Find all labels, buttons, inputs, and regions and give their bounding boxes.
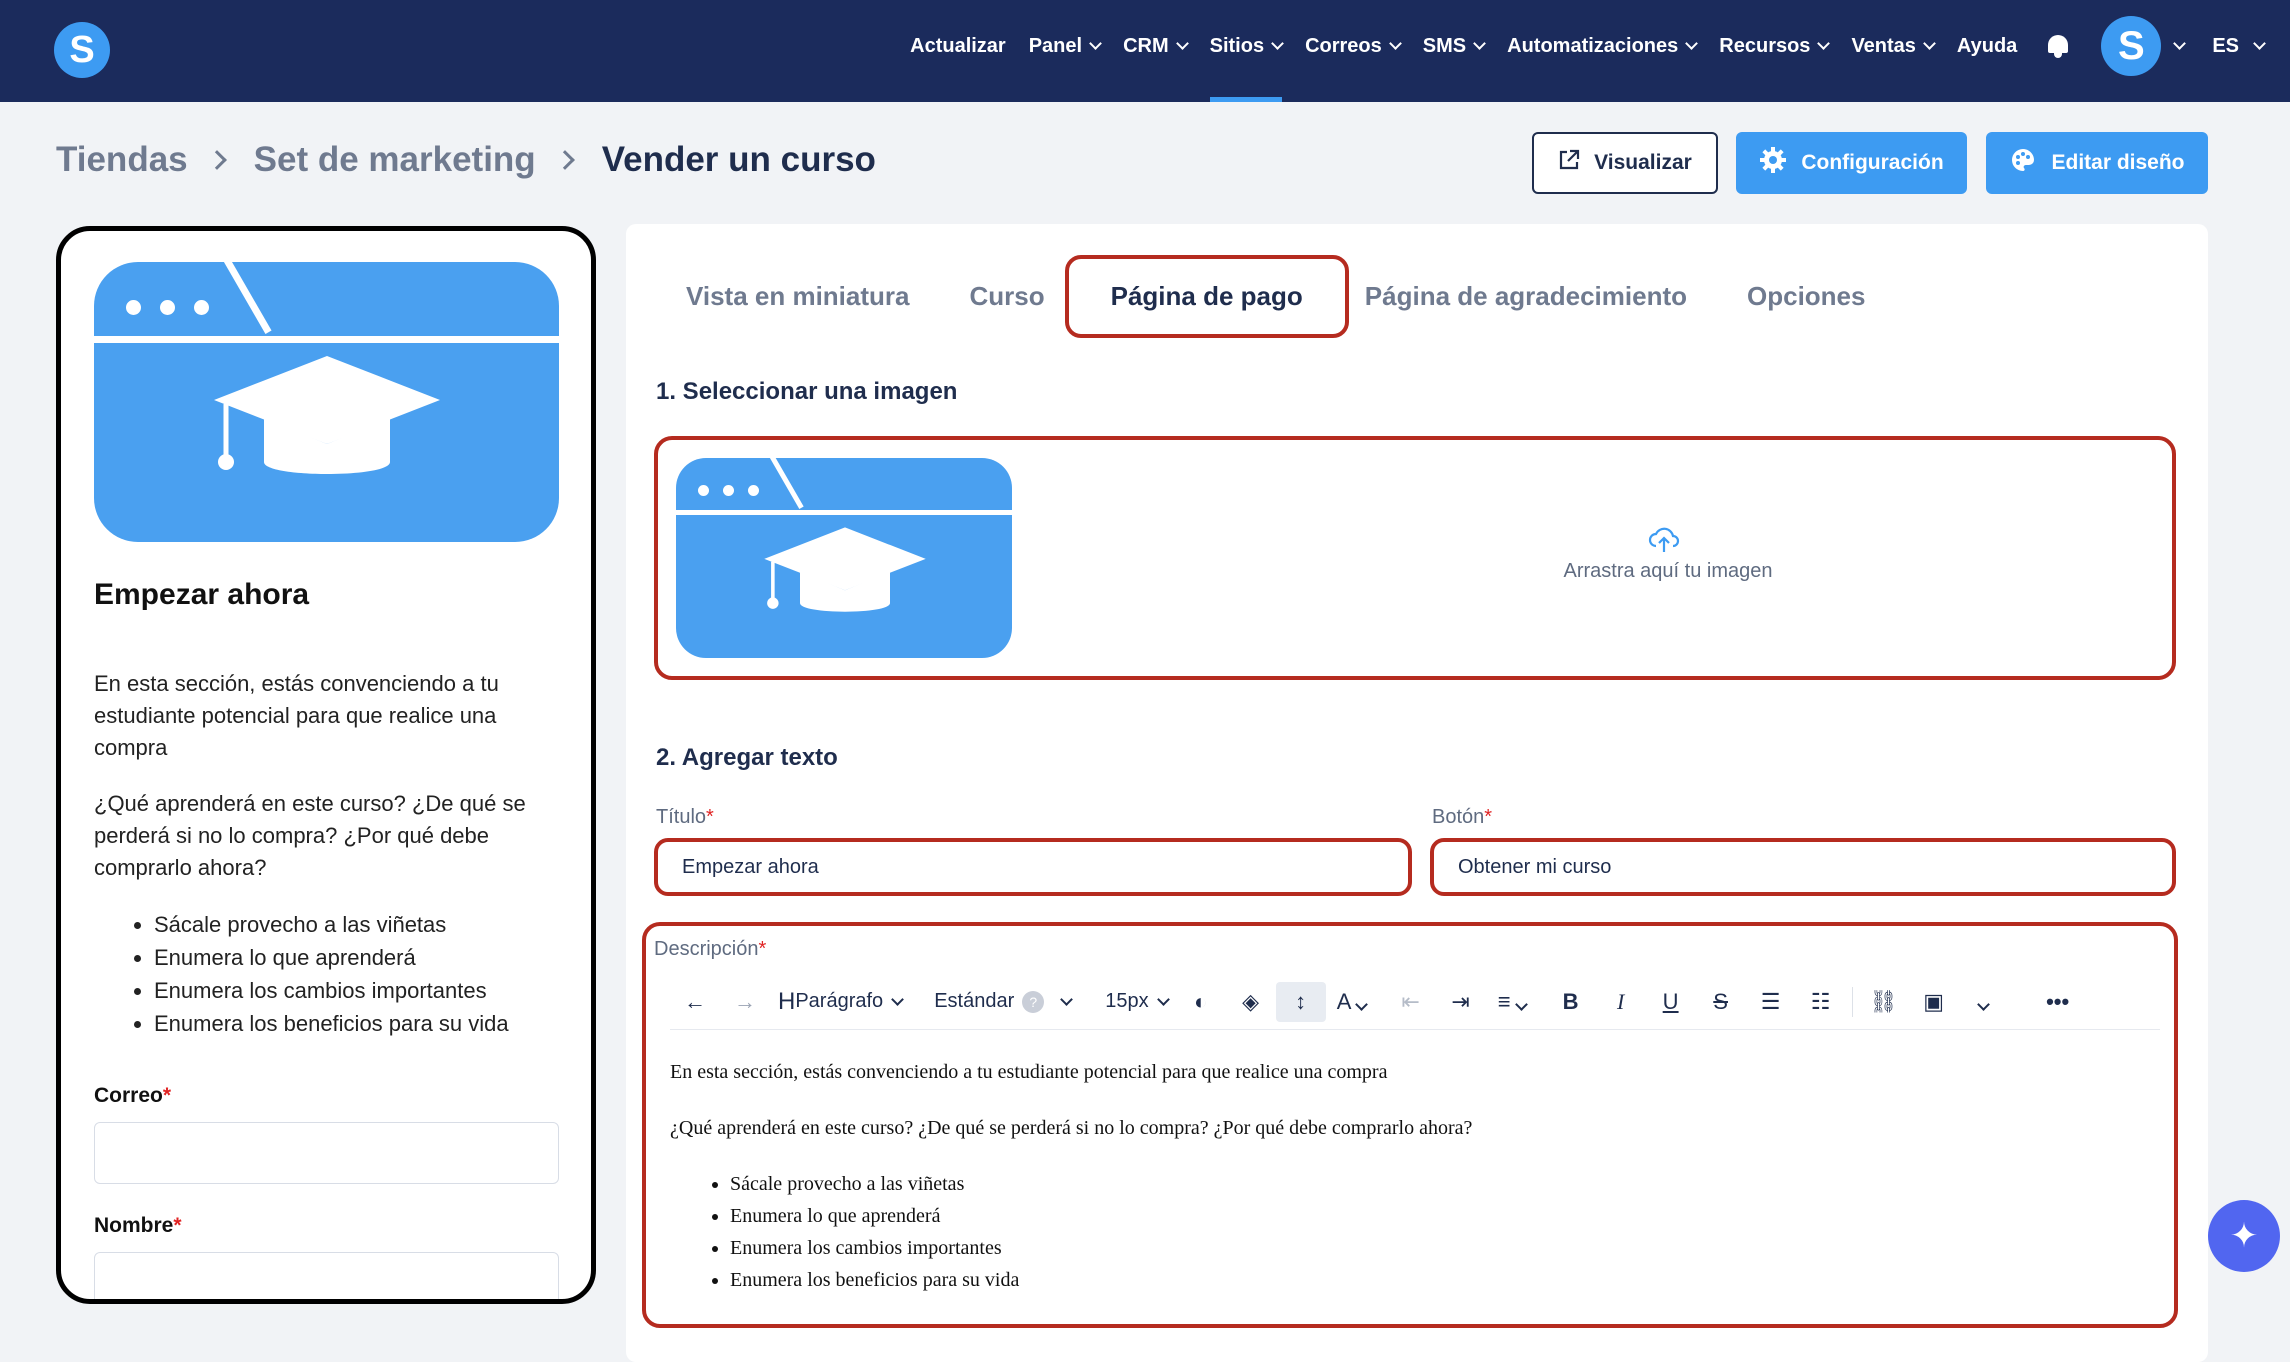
nav-label: CRM	[1123, 34, 1169, 57]
list-item: • Enumera lo que aprenderá	[154, 941, 559, 974]
tab-thank-you-page[interactable]: Página de agradecimiento	[1364, 280, 1687, 311]
nav-item-correos[interactable]	[1305, 0, 1400, 92]
palette-icon[interactable]: ◐	[1193, 988, 1208, 1014]
heading-icon: H	[778, 987, 796, 1015]
tab-course[interactable]: Curso	[969, 280, 1045, 311]
tab-checkout-page[interactable]: Página de pago	[1065, 255, 1349, 338]
chevron-right-icon	[555, 150, 575, 170]
chevron-down-icon	[891, 993, 904, 1006]
chevron-down-icon	[1176, 37, 1189, 50]
strikethrough-icon[interactable]: S	[1713, 988, 1728, 1014]
external-link-icon	[1558, 149, 1580, 177]
font-size-label: 15px	[1105, 990, 1149, 1012]
email-label: Correo*	[94, 1084, 172, 1107]
editor-paragraph: En esta sección, estás convenciendo a tu estudiante potencial para que realice una compra	[670, 1061, 1388, 1083]
window-dot-icon	[126, 300, 141, 315]
window-dot-icon	[698, 485, 709, 496]
dropzone-text: Arrastra aquí tu imagen	[1563, 560, 1773, 582]
redo-icon[interactable]: →	[734, 988, 756, 1014]
chevron-down-icon	[1473, 37, 1486, 50]
chevron-down-icon	[1389, 37, 1402, 50]
name-label-text: Nombre	[94, 1214, 174, 1237]
ai-assistant-button[interactable]	[2208, 1200, 2280, 1272]
more-options-icon[interactable]: •••	[2046, 988, 2070, 1014]
window-dot-icon	[194, 300, 209, 315]
editor-paragraph: ¿Qué aprenderá en este curso? ¿De qué se perderá si no lo compra? ¿Por qué debe comprarlo ahora?	[670, 1117, 1473, 1139]
tab-bar	[686, 254, 1925, 338]
edit-design-button[interactable]	[1986, 132, 2208, 194]
preview-paragraph: ¿Qué aprenderá en este curso? ¿De qué se perderá si no lo compra? ¿Por qué debe comprarlo ahora?	[94, 791, 526, 880]
title-field-label: Título*	[656, 806, 714, 828]
top-navbar	[0, 0, 2290, 102]
paragraph-select[interactable]	[778, 974, 910, 1029]
preview-paragraph: En esta sección, estás convenciendo a tu estudiante potencial para que realice una compra	[94, 671, 499, 760]
settings-button-label: Configuración	[1801, 151, 1944, 174]
nav-label: Recursos	[1719, 34, 1811, 57]
breadcrumb-item[interactable]: Tiendas	[56, 140, 188, 179]
italic-icon[interactable]: I	[1616, 988, 1625, 1014]
nav-item-ventas[interactable]	[1851, 0, 1933, 92]
bullet-list-icon[interactable]: ☰	[1760, 988, 1781, 1014]
chevron-down-icon	[1089, 37, 1102, 50]
name-field[interactable]	[94, 1252, 559, 1304]
nav-label: Ventas	[1851, 34, 1916, 57]
chevron-down-icon	[1923, 37, 1936, 50]
font-size-select[interactable]	[1105, 974, 1175, 1029]
button-field-label: Botón*	[1432, 806, 1493, 828]
numbered-list-icon[interactable]: ☷	[1810, 988, 1831, 1014]
edit-design-button-label: Editar diseño	[2051, 151, 2185, 174]
chevron-down-icon[interactable]	[2173, 37, 2186, 50]
list-item: • Sácale provecho a las viñetas	[730, 1168, 1472, 1200]
indent-icon[interactable]: ⇥	[1451, 988, 1470, 1014]
nav-item-sitios[interactable]	[1210, 0, 1282, 92]
tab-options[interactable]: Opciones	[1747, 280, 1866, 311]
app-logo[interactable]: S	[54, 22, 110, 78]
tab-thumbnail[interactable]: Vista en miniatura	[686, 280, 910, 311]
breadcrumb-item[interactable]: Set de marketing	[253, 140, 536, 179]
graduation-cap-icon	[762, 526, 928, 626]
nav-item-sms[interactable]	[1423, 0, 1484, 92]
list-item: • Enumera los beneficios para su vida	[730, 1264, 1472, 1296]
section-image-title: 1. Seleccionar una imagen	[656, 378, 958, 405]
title-label-text: Título	[656, 806, 707, 828]
text-color-icon[interactable]: A	[1326, 989, 1386, 1015]
language-label: ES	[2212, 34, 2239, 57]
description-editor	[642, 922, 2178, 1328]
list-item: • Enumera los cambios importantes	[730, 1232, 1472, 1264]
selected-image-thumbnail	[676, 458, 1012, 658]
settings-button[interactable]	[1736, 132, 1967, 194]
chevron-down-icon	[1515, 998, 1528, 1011]
chevron-right-icon	[207, 150, 227, 170]
chevron-down-icon	[1818, 37, 1831, 50]
line-height-icon[interactable]: ↕	[1276, 982, 1326, 1022]
help-icon: ?	[1022, 991, 1044, 1013]
more-dropdown-icon[interactable]	[1959, 989, 2009, 1015]
image-icon[interactable]: ▣	[1923, 988, 1945, 1014]
fill-color-icon[interactable]: ◈	[1242, 988, 1260, 1014]
nav-label: Sitios	[1209, 34, 1265, 57]
editor-bullet-list	[670, 1168, 1472, 1296]
link-icon[interactable]: ⛓	[1869, 988, 1898, 1014]
nav-item-panel[interactable]	[1029, 0, 1100, 92]
nav-item-crm[interactable]	[1123, 0, 1187, 92]
chevron-down-icon	[1977, 998, 1990, 1011]
nav-label: Ayuda	[1956, 34, 2018, 57]
window-dot-icon	[748, 485, 759, 496]
outdent-icon[interactable]: ⇤	[1401, 988, 1420, 1014]
language-selector[interactable]	[2212, 35, 2264, 58]
chevron-down-icon	[1157, 993, 1170, 1006]
chevron-down-icon	[1060, 993, 1073, 1006]
chevron-down-icon	[1356, 998, 1369, 1011]
graduation-cap-icon	[212, 354, 442, 494]
chevron-down-icon	[1685, 37, 1698, 50]
undo-icon[interactable]: ←	[684, 988, 706, 1014]
align-icon[interactable]: ≡	[1486, 989, 1546, 1015]
breadcrumb	[56, 140, 876, 180]
chevron-down-icon	[1271, 37, 1284, 50]
rich-text-toolbar	[670, 974, 2160, 1030]
button-label-text: Botón	[1432, 806, 1485, 828]
chevron-down-icon	[2253, 37, 2266, 50]
nav-label: Correos	[1305, 34, 1382, 57]
avatar[interactable]: S	[2101, 16, 2161, 76]
section-text-title: 2. Agregar texto	[656, 744, 838, 771]
name-label: Nombre*	[94, 1214, 182, 1237]
palette-icon	[2009, 146, 2037, 180]
image-dropzone[interactable]	[654, 436, 2176, 680]
gear-icon	[1759, 146, 1787, 180]
editor-panel	[626, 224, 2208, 1362]
nav-label: Panel	[1028, 34, 1083, 57]
bell-icon[interactable]	[2045, 32, 2071, 60]
font-label: Estándar	[934, 990, 1015, 1012]
description-label: Descripción*	[654, 938, 767, 960]
paragraph-label: Parágrafo	[795, 990, 884, 1012]
list-item: • Enumera los cambios importantes	[154, 974, 559, 1007]
nav-menu	[887, 0, 2290, 92]
toolbar-divider	[1852, 987, 1853, 1017]
checkout-preview-card	[56, 226, 596, 1304]
preview-button[interactable]	[1532, 132, 1718, 194]
email-field[interactable]	[94, 1122, 559, 1184]
button-text-field[interactable]: Obtener mi curso	[1430, 838, 2176, 896]
nav-item-ayuda[interactable]	[1957, 0, 2017, 92]
list-item: • Sácale provecho a las viñetas	[154, 908, 559, 941]
font-select[interactable]	[934, 974, 1079, 1029]
underline-icon[interactable]: U	[1662, 988, 1679, 1014]
nav-item-actualizar[interactable]	[910, 0, 1006, 92]
breadcrumb-current: Vender un curso	[601, 140, 876, 179]
course-image	[94, 262, 559, 542]
preview-title: Empezar ahora	[94, 578, 310, 611]
description-label-text: Descripción	[654, 938, 759, 960]
nav-label: Automatizaciones	[1507, 34, 1679, 57]
nav-label: Actualizar	[910, 34, 1006, 57]
nav-item-recursos[interactable]	[1719, 0, 1828, 92]
title-field[interactable]: Empezar ahora	[654, 838, 1412, 896]
nav-label: SMS	[1422, 34, 1467, 57]
upload-cloud-icon	[1648, 526, 1680, 554]
window-dot-icon	[160, 300, 175, 315]
bold-icon[interactable]: B	[1562, 988, 1579, 1014]
preview-bullet-list	[94, 908, 559, 1040]
list-item: • Enumera lo que aprenderá	[730, 1200, 1472, 1232]
sparkle-icon: ✦	[2229, 1217, 2259, 1255]
nav-item-automatizaciones[interactable]	[1507, 0, 1696, 92]
email-label-text: Correo	[94, 1084, 163, 1107]
list-item: • Enumera los beneficios para su vida	[154, 1007, 559, 1040]
preview-button-label: Visualizar	[1594, 151, 1692, 174]
description-content[interactable]	[670, 1056, 1472, 1296]
window-dot-icon	[723, 485, 734, 496]
